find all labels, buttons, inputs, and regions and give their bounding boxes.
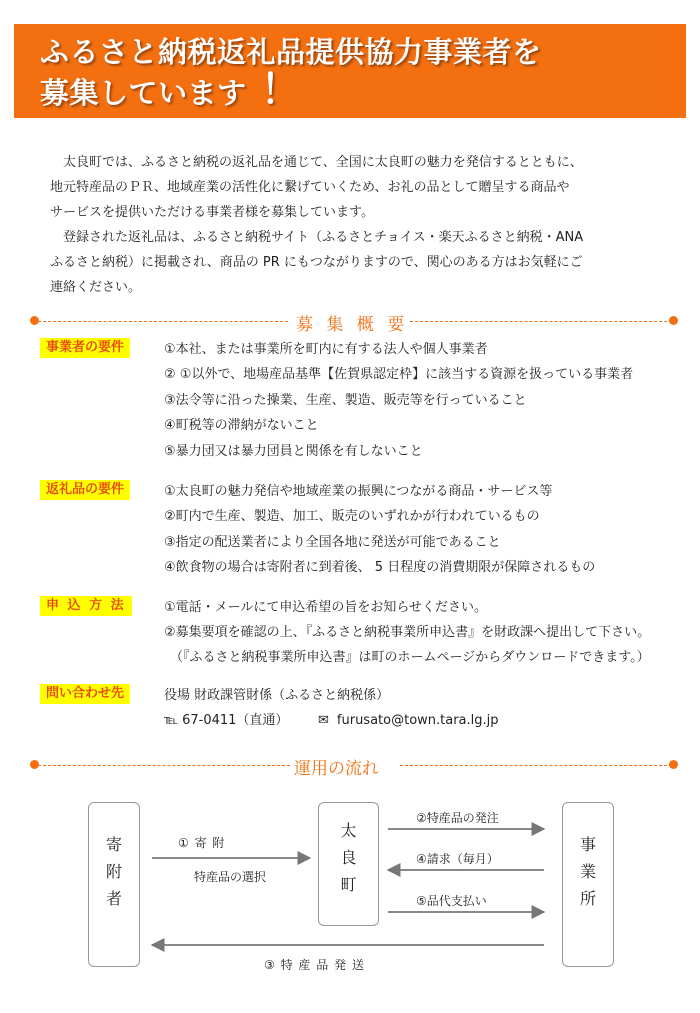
intro-paragraph	[50, 150, 670, 300]
step5-label: ⑤品代支払い	[416, 894, 487, 908]
banner-title	[40, 33, 542, 112]
gift-requirements-label: 返礼品の要件	[40, 480, 130, 500]
divider	[400, 765, 672, 766]
intro-line: ふるさと納税）に掲載され、商品の PR にもつながりますので、関心のある方はお気軽にご	[50, 255, 583, 270]
application-item: ①電話・メールにて申込希望の旨をお知らせください。	[164, 600, 488, 615]
divider	[410, 321, 672, 322]
step2-label: ②特産品の発注	[416, 811, 499, 825]
flow-section-header	[30, 756, 678, 779]
contact-label: 問い合わせ先	[40, 684, 130, 704]
banner-exclaim: ！	[260, 67, 302, 113]
contact-office: 役場 財政課管財係（ふるさと納税係）	[164, 688, 390, 703]
intro-line: 太良町では、ふるさと納税の返礼品を通じて、全国に太良町の魅力を発信するとともに、	[50, 155, 583, 170]
overview-title: 募 集 概 要	[296, 315, 409, 335]
requirement-item: ⑤暴力団又は暴力団員と関係を有しないこと	[164, 444, 423, 459]
banner-title-line2: 募集しています	[40, 76, 247, 110]
contact-tel: ℡ 67-0411（直通）	[164, 713, 289, 728]
application-item: ②募集要項を確認の上、『ふるさと納税事業所申込書』を財政課へ提出して下さい。	[164, 625, 651, 640]
donor-char: 寄	[105, 835, 122, 854]
donor-label	[89, 831, 139, 912]
business-label	[563, 831, 613, 912]
town-box	[318, 802, 379, 926]
requirement-item: ④町税等の滞納がないこと	[164, 418, 319, 433]
right-dot	[669, 760, 678, 769]
business-char: 所	[579, 889, 596, 908]
town-label	[319, 817, 378, 898]
mail-icon: ✉	[318, 713, 329, 728]
requirement-item: ②町内で生産、製造、加工、販売のいずれかが行われているもの	[164, 509, 540, 524]
divider	[38, 765, 290, 766]
intro-line: サービスを提供いただける事業者様を募集しています。	[50, 205, 374, 220]
contact-email	[318, 711, 499, 731]
business-requirements-label: 事業者の要件	[40, 338, 130, 358]
step1-label: ① 寄 附	[178, 836, 226, 850]
business-char: 業	[579, 862, 596, 881]
requirement-item: ③法令等に沿った操業、生産、製造、販売等を行っていること	[164, 393, 527, 408]
requirement-item: ①太良町の魅力発信や地域産業の振興につながる商品・サービス等	[164, 484, 553, 499]
application-item: （『ふるさと納税事業所申込書』は町のホームページからダウンロードできます。）	[170, 650, 650, 665]
donor-box	[88, 802, 140, 967]
step1-sub-label: 特産品の選択	[194, 870, 267, 884]
intro-line: 登録された返礼品は、ふるさと納税サイト（ふるさとチョイス・楽天ふるさと納税・ANA	[50, 230, 584, 245]
town-char: 太	[340, 821, 357, 840]
contact-email-address[interactable]: furusato@town.tara.lg.jp	[336, 713, 499, 728]
town-char: 良	[340, 848, 357, 867]
title-banner	[14, 24, 686, 118]
requirement-item: ③指定の配送業者により全国各地に発送が可能であること	[164, 535, 501, 550]
step4-label: ④請求（毎月）	[416, 852, 499, 866]
intro-line: 連絡ください。	[50, 280, 142, 295]
divider	[38, 321, 288, 322]
business-char: 事	[579, 835, 596, 854]
flow-title: 運用の流れ	[294, 759, 379, 779]
requirement-item: ② ①以外で、地場産品基準【佐賀県認定枠】に該当する資源を扱っている事業者	[164, 367, 634, 382]
requirement-item: ①本社、または事業所を町内に有する法人や個人事業者	[164, 342, 488, 357]
right-dot	[669, 316, 678, 325]
banner-title-line1: ふるさと納税返礼品提供協力事業者を	[40, 35, 542, 69]
town-char: 町	[340, 875, 357, 894]
intro-line: 地元特産品のＰＲ、地域産業の活性化に繋げていくため、お礼の品として贈呈する商品や	[50, 180, 570, 195]
donor-char: 者	[105, 889, 122, 908]
overview-section-header	[30, 312, 678, 335]
application-label: 申 込 方 法	[40, 596, 132, 616]
step3-label: ③ 特 産 品 発 送	[264, 958, 365, 972]
requirement-item: ④飲食物の場合は寄附者に到着後、 5 日程度の消費期限が保障されるもの	[164, 560, 596, 575]
business-box	[562, 802, 614, 967]
donor-char: 附	[105, 862, 122, 881]
